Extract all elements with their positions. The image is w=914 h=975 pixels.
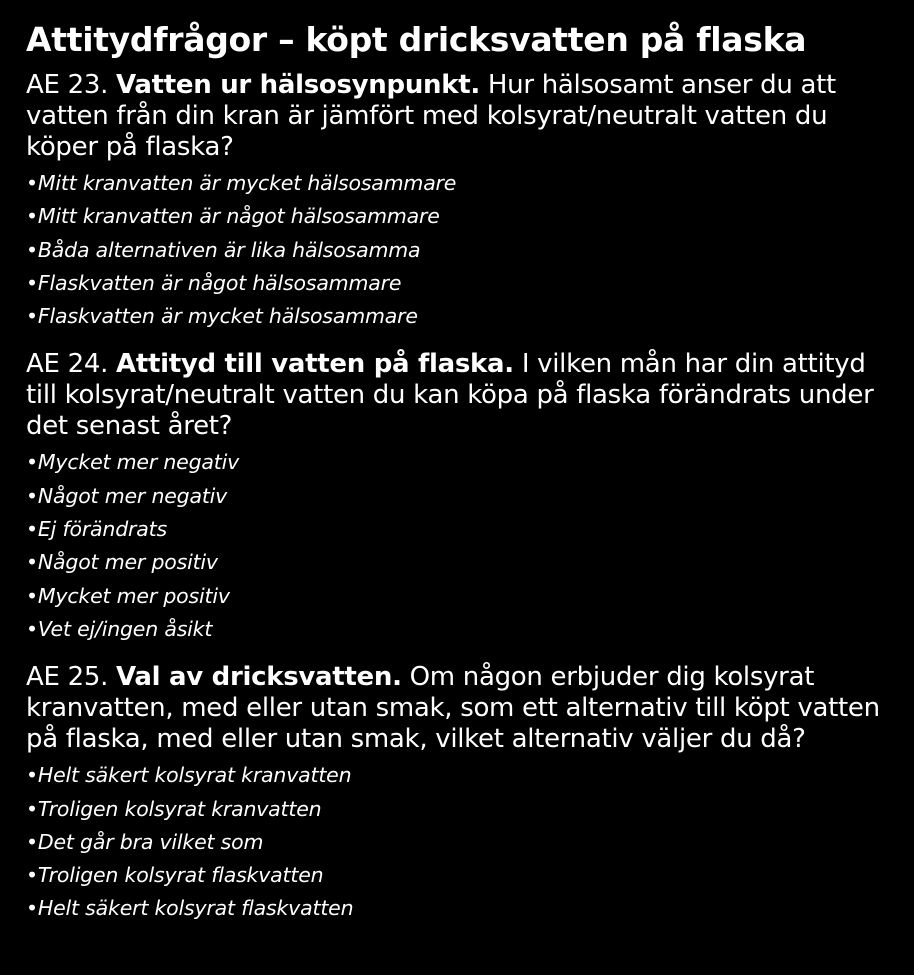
page-title: Attitydfrågor – köpt dricksvatten på flaska (26, 20, 807, 59)
option-label: Helt säkert kolsyrat kranvatten (37, 763, 352, 788)
option-item (26, 759, 896, 792)
option-item (26, 200, 896, 233)
option-list (26, 167, 896, 333)
option-item (26, 793, 896, 826)
bullet-icon: • (26, 237, 38, 262)
question-number: AE 23. (26, 70, 109, 100)
option-item (26, 892, 896, 925)
option-label: Vet ej/ingen åsikt (37, 616, 213, 641)
bullet-icon: • (26, 583, 38, 608)
bullet-icon: • (26, 863, 38, 888)
option-item (26, 546, 896, 579)
option-label: Mycket mer positiv (37, 583, 230, 608)
question-heading: Attityd till vatten på flaska. (116, 349, 514, 380)
option-item (26, 300, 896, 333)
question-body: Hur hälsosamt anser du att vatten från din kran är jämfört med kolsyrat/neutralt vatten du köper på flaska? (26, 70, 836, 162)
bullet-icon: • (26, 616, 38, 641)
bullet-icon: • (26, 896, 38, 921)
option-label: Mitt kranvatten är något hälsosammare (37, 204, 440, 229)
question-ae25 (26, 662, 896, 925)
slide (26, 18, 896, 942)
question-ae24 (26, 349, 896, 646)
option-label: Helt säkert kolsyrat flaskvatten (37, 896, 354, 921)
option-item (26, 580, 896, 613)
option-item (26, 267, 896, 300)
option-label: Troligen kolsyrat flaskvatten (37, 863, 324, 888)
bullet-icon: • (26, 763, 38, 788)
option-label: Båda alternativen är lika hälsosamma (37, 237, 421, 262)
option-item (26, 859, 896, 892)
bullet-icon: • (26, 304, 38, 329)
question-heading: Vatten ur hälsosynpunkt. (116, 70, 480, 100)
bullet-icon: • (26, 483, 38, 508)
option-list (26, 759, 896, 925)
option-list (26, 446, 896, 646)
option-label: Ej förändrats (37, 517, 167, 542)
option-item (26, 446, 896, 479)
bullet-icon: • (26, 204, 38, 229)
option-item (26, 513, 896, 546)
option-item (26, 613, 896, 646)
question-text (26, 349, 896, 442)
question-body: Om någon erbjuder dig kolsyrat kranvatten, med eller utan smak, som ett alternativ till köpt vatten på flaska, med eller utan smak, vilket alternativ väljer du då? (26, 662, 880, 755)
option-label: Mycket mer negativ (37, 450, 240, 475)
question-heading: Val av dricksvatten. (116, 662, 402, 693)
bullet-icon: • (26, 171, 38, 195)
option-item (26, 826, 896, 859)
bullet-icon: • (26, 517, 38, 542)
option-item (26, 167, 896, 200)
question-number: AE 25. (26, 662, 109, 693)
question-body: I vilken mån har din attityd till kolsyrat/neutralt vatten du kan köpa på flaska förändrats under det senast året? (26, 349, 874, 442)
question-text (26, 70, 896, 163)
option-label: Mitt kranvatten är mycket hälsosammare (37, 171, 457, 195)
bullet-icon: • (26, 829, 38, 854)
bullet-icon: • (26, 270, 38, 295)
question-text (26, 662, 896, 755)
bullet-icon: • (26, 796, 38, 821)
option-label: Något mer positiv (37, 550, 218, 575)
option-label: Flaskvatten är mycket hälsosammare (37, 304, 418, 329)
option-label: Flaskvatten är något hälsosammare (37, 270, 402, 295)
question-number: AE 24. (26, 349, 109, 380)
option-label: Troligen kolsyrat kranvatten (37, 796, 322, 821)
bullet-icon: • (26, 450, 38, 475)
bullet-icon: • (26, 550, 38, 575)
option-item (26, 234, 896, 267)
option-label: Det går bra vilket som (37, 829, 264, 854)
option-label: Något mer negativ (37, 483, 228, 508)
question-ae23 (26, 70, 896, 333)
option-item (26, 480, 896, 513)
